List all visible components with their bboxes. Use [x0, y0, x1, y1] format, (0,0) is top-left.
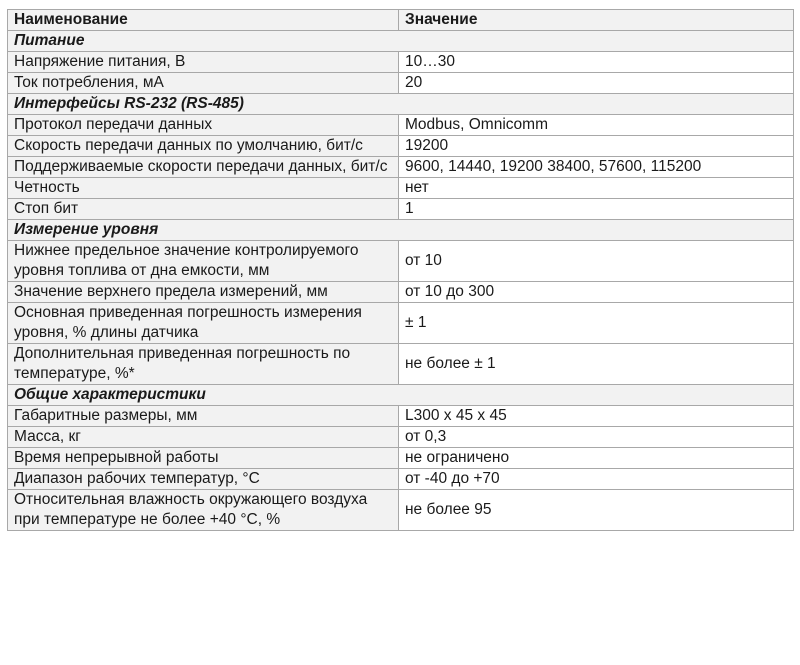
- table-row: [8, 490, 794, 531]
- param-name: Напряжение питания, В: [8, 52, 399, 73]
- param-value: 10…30: [399, 52, 794, 73]
- param-value: от -40 до +70: [399, 469, 794, 490]
- table-row: [8, 115, 794, 136]
- table-row: [8, 427, 794, 448]
- param-value: не ограничено: [399, 448, 794, 469]
- table-row: [8, 469, 794, 490]
- param-name: Нижнее предельное значение контролируемого уровня топлива от дна емкости, мм: [8, 241, 399, 282]
- table-row: [8, 344, 794, 385]
- param-value: нет: [399, 178, 794, 199]
- param-name: Дополнительная приведенная погрешность по температуре, %*: [8, 344, 399, 385]
- table-row: [8, 178, 794, 199]
- param-value: 19200: [399, 136, 794, 157]
- param-name: Масса, кг: [8, 427, 399, 448]
- param-name: Скорость передачи данных по умолчанию, бит/с: [8, 136, 399, 157]
- param-name: Относительная влажность окружающего воздуха при температуре не более +40 °С, %: [8, 490, 399, 531]
- param-value: 20: [399, 73, 794, 94]
- section-row-general: [8, 385, 794, 406]
- specifications-table: [7, 9, 794, 531]
- param-name: Значение верхнего предела измерений, мм: [8, 282, 399, 303]
- section-title: Измерение уровня: [8, 220, 794, 241]
- section-row-power: [8, 31, 794, 52]
- table-row: [8, 157, 794, 178]
- param-name: Габаритные размеры, мм: [8, 406, 399, 427]
- param-value: 1: [399, 199, 794, 220]
- param-name: Время непрерывной работы: [8, 448, 399, 469]
- param-value: от 10: [399, 241, 794, 282]
- param-name: Протокол передачи данных: [8, 115, 399, 136]
- section-title: Общие характеристики: [8, 385, 794, 406]
- table-row: [8, 406, 794, 427]
- param-name: Ток потребления, мА: [8, 73, 399, 94]
- param-value: L300 x 45 x 45: [399, 406, 794, 427]
- param-value: не более 95: [399, 490, 794, 531]
- table-row: [8, 448, 794, 469]
- table-row: [8, 52, 794, 73]
- param-name: Основная приведенная погрешность измерения уровня, % длины датчика: [8, 303, 399, 344]
- header-value: Значение: [399, 10, 794, 31]
- param-name: Диапазон рабочих температур, °С: [8, 469, 399, 490]
- section-row-level-measurement: [8, 220, 794, 241]
- table-row: [8, 303, 794, 344]
- table-row: [8, 136, 794, 157]
- param-value: 9600, 14440, 19200 38400, 57600, 115200: [399, 157, 794, 178]
- table-row: [8, 73, 794, 94]
- header-name: Наименование: [8, 10, 399, 31]
- section-row-interfaces: [8, 94, 794, 115]
- param-name: Поддерживаемые скорости передачи данных, бит/с: [8, 157, 399, 178]
- param-value: ± 1: [399, 303, 794, 344]
- param-value: от 0,3: [399, 427, 794, 448]
- section-title: Интерфейсы RS-232 (RS-485): [8, 94, 794, 115]
- table-row: [8, 199, 794, 220]
- param-name: Четность: [8, 178, 399, 199]
- param-value: от 10 до 300: [399, 282, 794, 303]
- param-value: Modbus, Omnicomm: [399, 115, 794, 136]
- table-row: [8, 282, 794, 303]
- param-value: не более ± 1: [399, 344, 794, 385]
- table-row: [8, 241, 794, 282]
- section-title: Питание: [8, 31, 794, 52]
- param-name: Стоп бит: [8, 199, 399, 220]
- table-header-row: [8, 10, 794, 31]
